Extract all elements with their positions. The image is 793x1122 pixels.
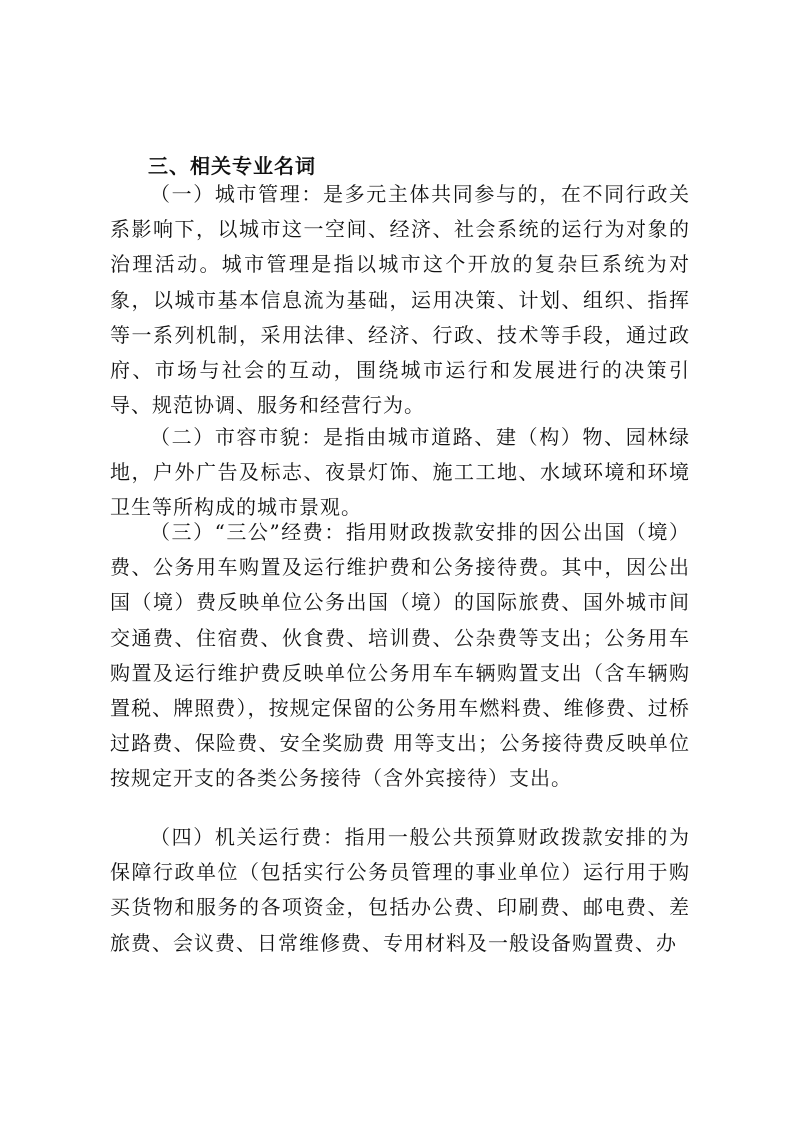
paragraph-urban-management: （一）城市管理：是多元主体共同参与的，在不同行政关系影响下，以城市这一空间、经济、社会系统的运行为对象的治理活动。城市管理是指以城市这个开放的复杂巨系统为对象，以城市基本信息流为基础，运用决策、计划、组织、指挥等一系列机制，采用法律、经济、行政、技术等手段，通过政府、市场与社会的互动，围绕城市运行和发展进行的决策引导、规范协调、服务和经营行为。 [110,182,690,418]
paragraph-three-public-expenses: （三）“三公”经费：指用财政拨款安排的因公出国（境）费、公务用车购置及运行维护费和公务接待费。其中，因公出国（境）费反映单位公务出国（境）的国际旅费、国外城市间交通费、住宿费、伙食费、培训费、公杂费等支出；公务用车购置及运行维护费反映单位公务用车车辆购置支出（含车辆购置税、牌照费），按规定保留的公务用车燃料费、维修费、过桥过路费、保险费、安全奖励费 用等支出；公务接待费反映单位按规定开支的各类公务接待（含外宾接待）支出。 [110,520,690,791]
section-heading: 三、相关专业名词 [148,154,316,178]
paragraph-agency-operating-expenses: （四）机关运行费：指用一般公共预算财政拨款安排的为保障行政单位（包括实行公务员管理的事业单位）运行用于购买货物和服务的各项资金，包括办公费、印刷费、邮电费、差旅费、会议费、日常维修费、专用材料及一般设备购置费、办 [110,825,690,955]
paragraph-city-appearance: （二）市容市貌：是指由城市道路、建（构）物、园林绿地，户外广告及标志、夜景灯饰、施工工地、水域环境和环境卫生等所构成的城市景观。 [110,425,690,520]
